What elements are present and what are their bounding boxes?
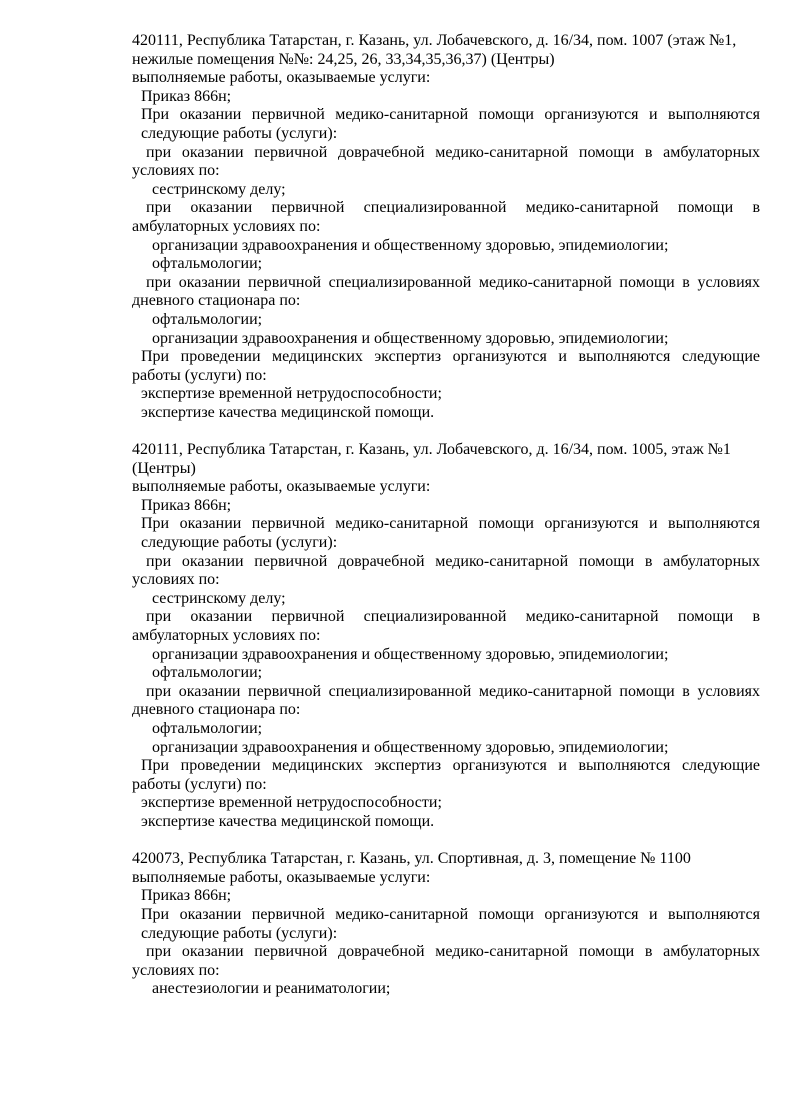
document-line: (Центры) <box>132 459 196 477</box>
document-line: организации здравоохранения и общественному здоровью, эпидемиологии; <box>152 738 669 756</box>
document-line: работы (услуги) по: <box>132 366 267 384</box>
document-line: офтальмологии; <box>152 719 263 737</box>
document-line: При оказании первичной медико-санитарной помощи организуются и выполняются <box>141 905 760 923</box>
document-line: Приказ 866н; <box>141 496 232 514</box>
document-line: Приказ 866н; <box>141 87 232 105</box>
document-line: При проведении медицинских экспертиз организуются и выполняются следующие <box>141 757 760 775</box>
document-line: экспертизе временной нетрудоспособности; <box>141 794 442 812</box>
document-line: При оказании первичной медико-санитарной помощи организуются и выполняются <box>141 106 760 124</box>
document-text-area <box>132 32 760 999</box>
address-block <box>132 850 760 999</box>
document-line: 420073, Республика Татарстан, г. Казань, ул. Спортивная, д. 3, помещение № 1100 <box>132 850 691 868</box>
document-line: при оказании первичной доврачебной медико-санитарной помощи в амбулаторных <box>146 943 760 961</box>
document-line: выполняемые работы, оказываемые услуги: <box>132 868 431 886</box>
document-line: при оказании первичной доврачебной медико-санитарной помощи в амбулаторных <box>146 143 760 161</box>
document-line: выполняемые работы, оказываемые услуги: <box>132 478 431 496</box>
document-line: Приказ 866н; <box>141 887 232 905</box>
document-line: условиях по: <box>132 571 220 589</box>
document-line: офтальмологии; <box>152 664 263 682</box>
document-line: экспертизе качества медицинской помощи. <box>141 403 435 421</box>
document-line: организации здравоохранения и общественному здоровью, эпидемиологии; <box>152 645 669 663</box>
document-line: при оказании первичной специализированной медико-санитарной помощи в <box>146 608 760 626</box>
document-line: При проведении медицинских экспертиз организуются и выполняются следующие <box>141 348 760 366</box>
document-line: условиях по: <box>132 961 220 979</box>
document-line: дневного стационара по: <box>132 701 301 719</box>
document-line: при оказании первичной специализированной медико-санитарной помощи в условиях <box>146 273 760 291</box>
document-line: экспертизе временной нетрудоспособности; <box>141 385 442 403</box>
document-line: сестринскому делу; <box>152 589 286 607</box>
document-line: офтальмологии; <box>152 310 263 328</box>
document-line: амбулаторных условиях по: <box>132 627 321 644</box>
document-line: экспертизе качества медицинской помощи. <box>141 812 435 830</box>
document-line: следующие работы (услуги): <box>141 124 338 142</box>
document-line: амбулаторных условиях по: <box>132 217 321 235</box>
document-line: 420111, Республика Татарстан, г. Казань, ул. Лобачевского, д. 16/34, пом. 1005, этаж №1 <box>132 441 731 459</box>
document-line: нежилые помещения №№: 24,25, 26, 33,34,35,36,37) (Центры) <box>132 50 555 68</box>
document-line: при оказании первичной доврачебной медико-санитарной помощи в амбулаторных <box>146 552 760 570</box>
document-line: при оказании первичной специализированной медико-санитарной помощи в условиях <box>146 682 760 700</box>
document-line: дневного стационара по: <box>132 292 301 310</box>
document-line: следующие работы (услуги): <box>141 534 338 552</box>
document-line: При оказании первичной медико-санитарной помощи организуются и выполняются <box>141 515 760 533</box>
document-line: при оказании первичной специализированной медико-санитарной помощи в <box>146 199 760 217</box>
document-line: организации здравоохранения и общественному здоровью, эпидемиологии; <box>152 236 669 254</box>
document-line: следующие работы (услуги): <box>141 924 338 942</box>
document-line: работы (услуги) по: <box>132 775 267 793</box>
address-block <box>132 32 760 422</box>
document-line: выполняемые работы, оказываемые услуги: <box>132 69 431 87</box>
document-line: условиях по: <box>132 162 220 180</box>
document-line: офтальмологии; <box>152 255 263 273</box>
document-line: анестезиологии и реаниматологии; <box>152 980 391 998</box>
address-block <box>132 441 760 831</box>
document-line: сестринскому делу; <box>152 180 286 198</box>
document-line: организации здравоохранения и общественному здоровью, эпидемиологии; <box>152 329 669 347</box>
document-line: 420111, Республика Татарстан, г. Казань, ул. Лобачевского, д. 16/34, пом. 1007 (этаж №1, <box>132 32 737 49</box>
